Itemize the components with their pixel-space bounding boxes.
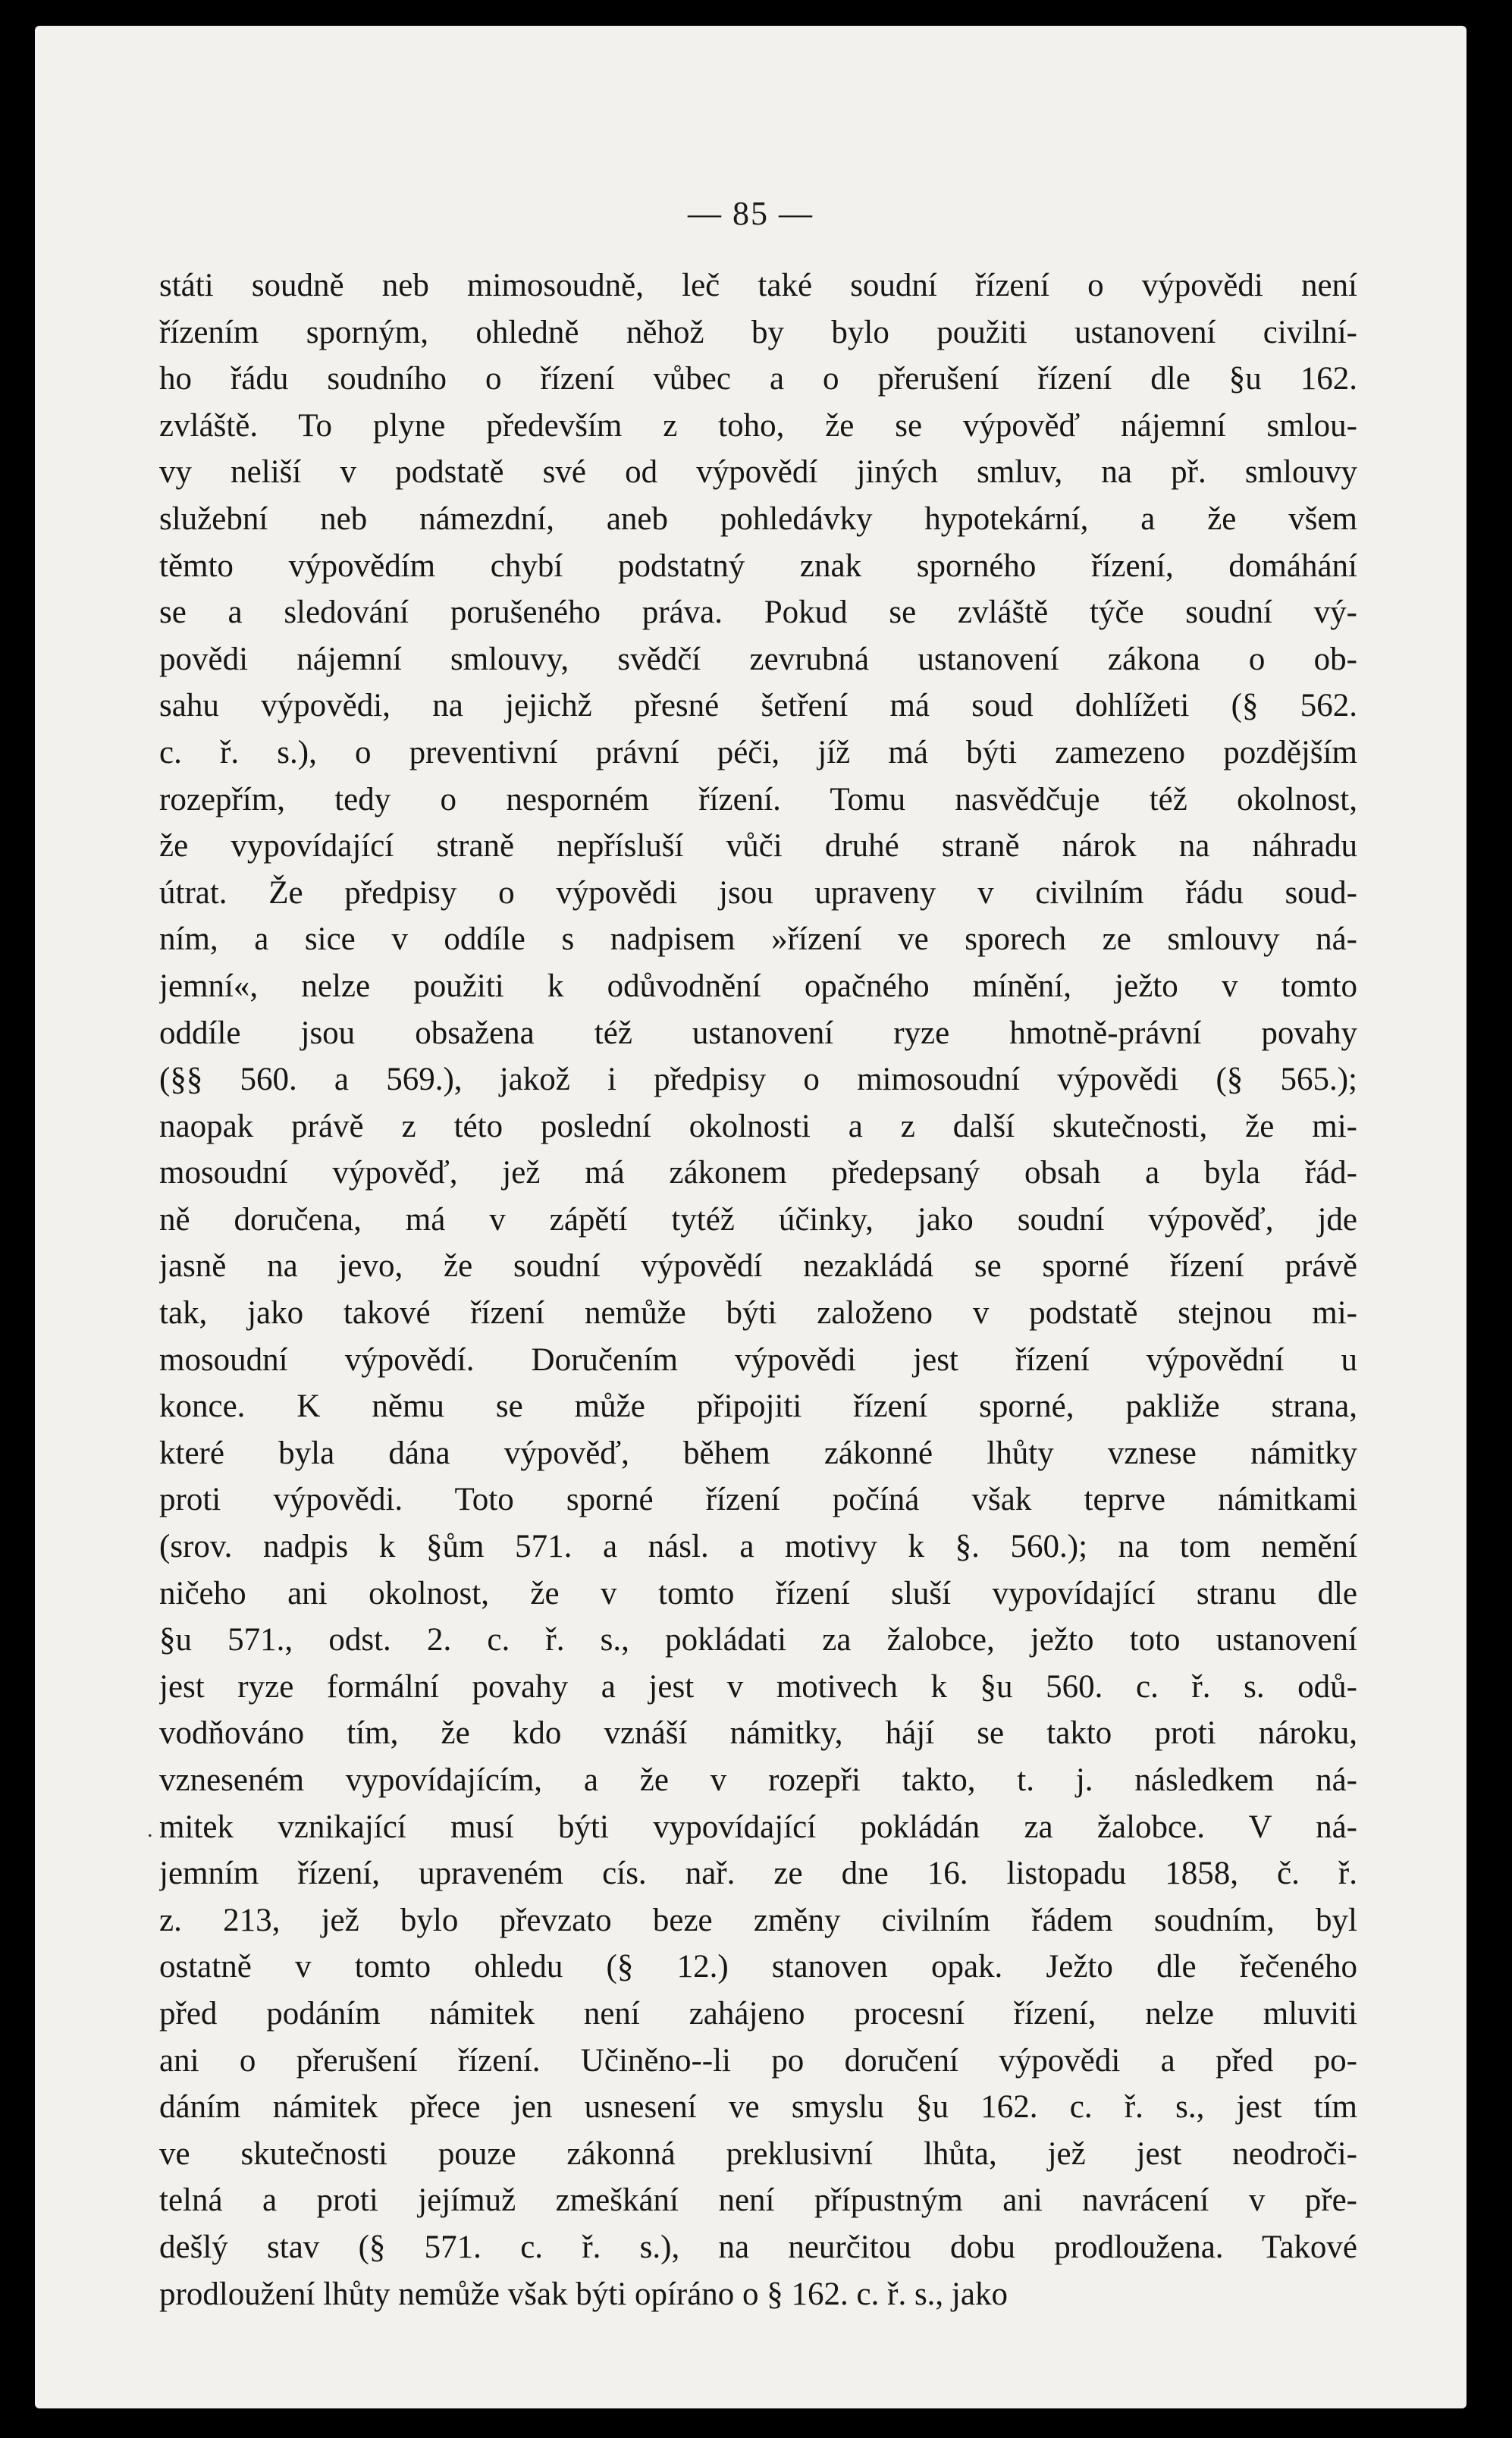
text-line: řízením sporným, ohledně něhož by bylo použiti ustanovení civilní- — [159, 314, 1357, 350]
text-line: vy neliší v podstatě své od výpovědí jiných smluv, na př. smlouvy — [159, 454, 1357, 491]
body-text — [159, 262, 1357, 2317]
text-line: zvláště. To plyne především z toho, že se výpověď nájemní smlou- — [159, 407, 1357, 444]
text-line: rozepřím, tedy o nesporném řízení. Tomu nasvědčuje též okolnost, — [159, 781, 1357, 817]
text-line: (§§ 560. a 569.), jakož i předpisy o mimosoudní výpovědi (§ 565.); — [159, 1062, 1357, 1098]
text-line: že vypovídající straně nepřísluší vůči druhé straně nárok na náhradu — [159, 828, 1357, 864]
text-line: vodňováno tím, že kdo vznáší námitky, hájí se takto proti nároku, — [159, 1715, 1357, 1752]
text-line: státi soudně neb mimosoudně, leč také soudní řízení o výpovědi není — [159, 268, 1357, 303]
text-line: ani o přerušení řízení. Učiněno--li po doručení výpovědi a před po- — [159, 2042, 1357, 2079]
text-line: konce. K němu se může připojiti řízení sporné, pakliže strana, — [159, 1388, 1357, 1425]
text-line: §u 571., odst. 2. c. ř. s., pokládati za žalobce, ježto toto ustanovení — [159, 1622, 1357, 1658]
text-line: c. ř. s.), o preventivní právní péči, jíž má býti zamezeno pozdějším — [159, 734, 1357, 770]
text-line: telná a proti jejímuž zmeškání není přípustným ani navrácení v pře- — [159, 2182, 1357, 2219]
text-line: ho řádu soudního o řízení vůbec a o přerušení řízení dle §u 162. — [159, 361, 1357, 397]
text-line: prodloužení lhůty nemůže však býti opíráno o § 162. c. ř. s., jako — [159, 2276, 1008, 2312]
text-line: dáním námitek přece jen usnesení ve smyslu §u 162. c. ř. s., jest tím — [159, 2089, 1357, 2126]
text-line: jemní«, nelze použiti k odůvodnění opačného mínění, ježto v tomto — [159, 968, 1357, 1004]
text-line: ně doručena, má v zápětí tytéž účinky, jako soudní výpověď, jde — [159, 1201, 1357, 1238]
text-line: proti výpovědi. Toto sporné řízení počíná však teprve námitkami — [159, 1482, 1357, 1518]
text-line: ním, a sice v oddíle s nadpisem »řízení ve sporech ze smlouvy ná- — [159, 921, 1357, 958]
text-line: (srov. nadpis k §ům 571. a násl. a motivy k §. 560.); na tom nemění — [159, 1529, 1357, 1565]
text-line: jasně na jevo, že soudní výpovědí nezakládá se sporné řízení právě — [159, 1248, 1357, 1285]
text-line: které byla dána výpověď, během zákonné lhůty vznese námitky — [159, 1435, 1357, 1471]
text-line: těmto výpovědím chybí podstatný znak sporného řízení, domáhání — [159, 548, 1357, 584]
text-line: se a sledování porušeného práva. Pokud se zvláště týče soudní vý- — [159, 595, 1357, 631]
text-line: tak, jako takové řízení nemůže býti založeno v podstatě stejnou mi- — [159, 1295, 1357, 1332]
text-line: před podáním námitek není zahájeno procesní řízení, nelze mluviti — [159, 1995, 1357, 2032]
text-line: služební neb námezdní, aneb pohledávky hypotekární, a že všem — [159, 500, 1357, 537]
text-line: vzneseném vypovídajícím, a že v rozepři takto, t. j. následkem ná- — [159, 1762, 1357, 1798]
text-line: oddíle jsou obsažena též ustanovení ryze hmotně-právní povahy — [159, 1015, 1357, 1051]
text-line: povědi nájemní smlouvy, svědčí zevrubná ustanovení zákona o ob- — [159, 641, 1357, 677]
text-line: ostatně v tomto ohledu (§ 12.) stanoven opak. Ježto dle řečeného — [159, 1949, 1357, 1985]
text-line: sahu výpovědi, na jejichž přesné šetření má soud dohlížeti (§ 562. — [159, 688, 1357, 724]
text-line: ničeho ani okolnost, že v tomto řízení sluší vypovídající stranu dle — [159, 1575, 1357, 1611]
book-page — [35, 26, 1467, 2408]
text-line: mosoudní výpověď, jež má zákonem předepsaný obsah a byla řád- — [159, 1155, 1357, 1191]
text-line: mosoudní výpovědí. Doručením výpovědi jest řízení výpovědní u — [159, 1341, 1357, 1378]
text-line: útrat. Že předpisy o výpovědi jsou upraveny v civilním řádu soud- — [159, 874, 1357, 911]
text-line: ve skutečnosti pouze zákonná preklusivní lhůta, jež jest neodroči- — [159, 2135, 1357, 2172]
text-line: jemním řízení, upraveném cís. nař. ze dne 16. listopadu 1858, č. ř. — [159, 1856, 1357, 1892]
page-number: — 85 — — [688, 195, 814, 232]
text-line: jest ryze formální povahy a jest v motivech k §u 560. c. ř. s. odů- — [159, 1668, 1357, 1705]
margin-mark: . — [147, 1817, 153, 1842]
text-line: dešlý stav (§ 571. c. ř. s.), na neurčitou dobu prodloužena. Takové — [159, 2229, 1357, 2265]
text-line: naopak právě z této poslední okolnosti a z další skutečnosti, že mi- — [159, 1108, 1357, 1144]
text-line: z. 213, jež bylo převzato beze změny civilním řádem soudním, byl — [159, 1902, 1357, 1938]
text-line: mitek vznikající musí býti vypovídající pokládán za žalobce. V ná- — [159, 1809, 1357, 1845]
